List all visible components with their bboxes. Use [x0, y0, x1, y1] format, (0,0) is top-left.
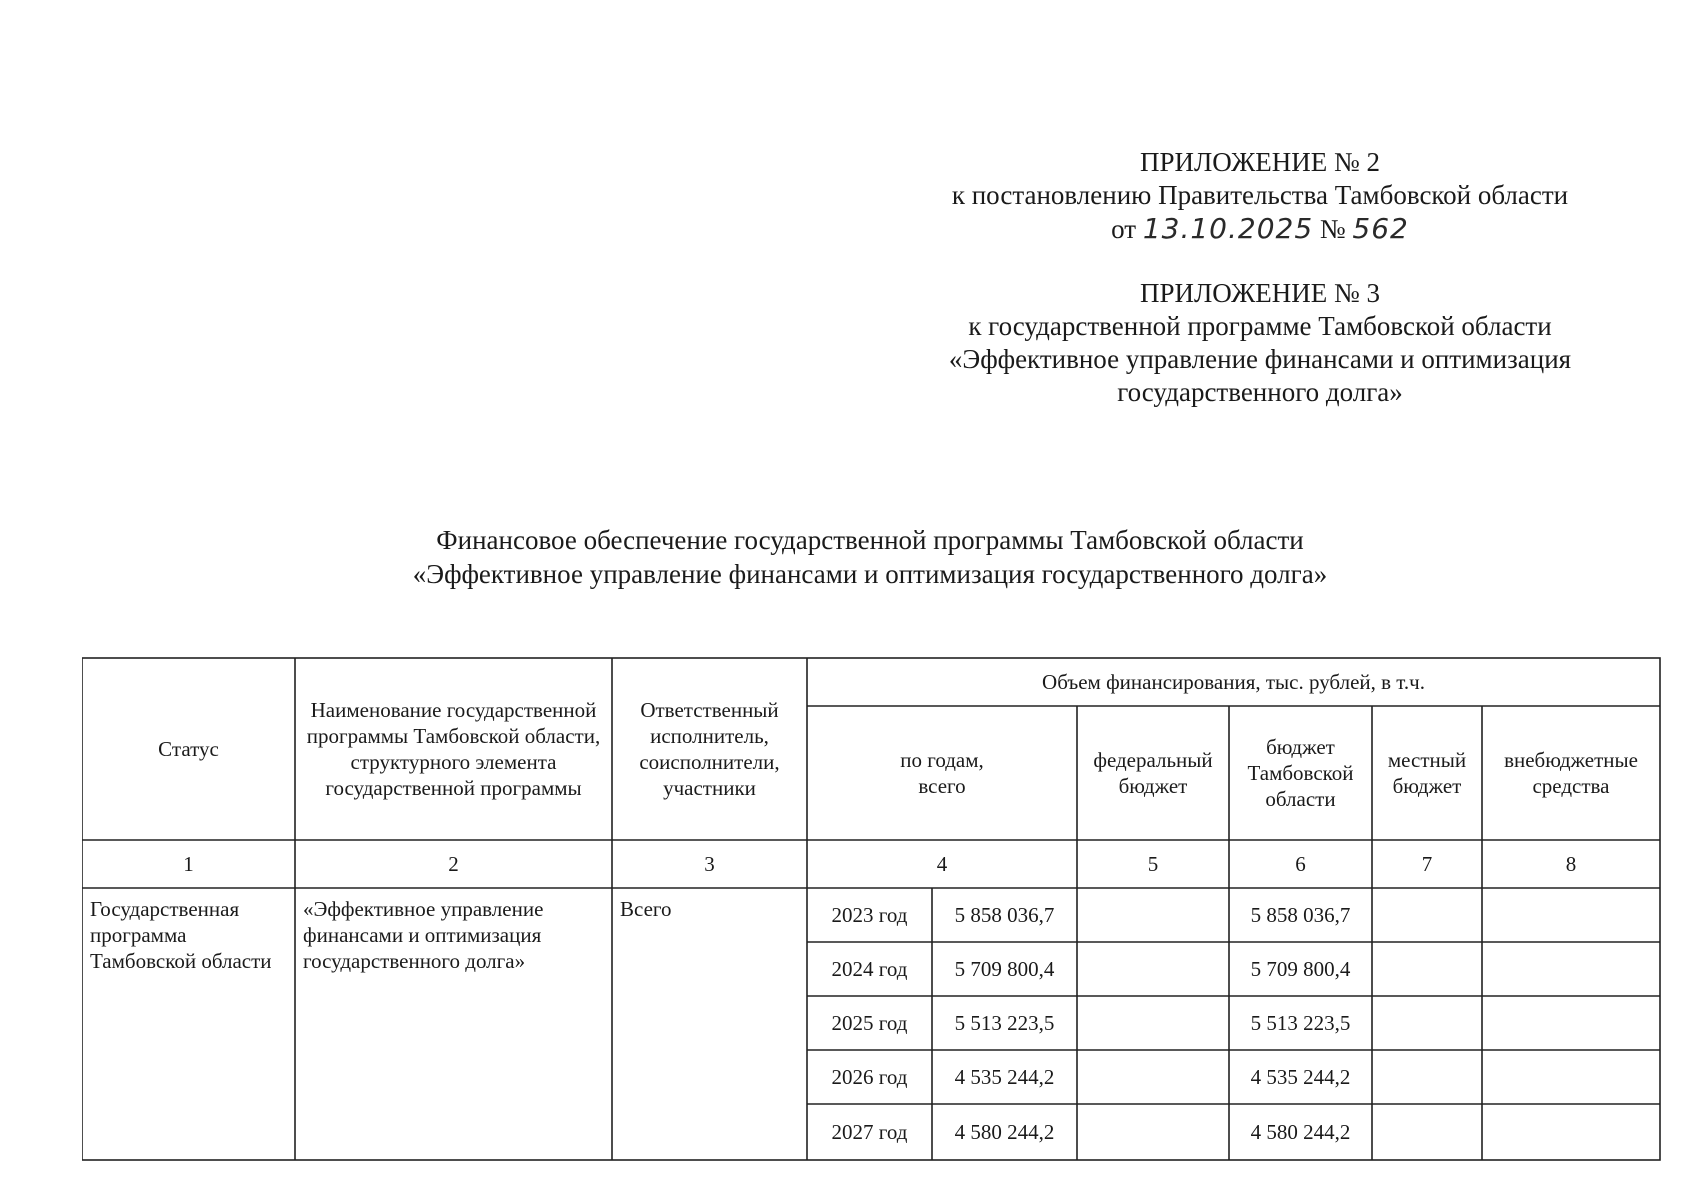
header-federal: федеральный бюджет — [1093, 748, 1213, 798]
appendix-3-line-2: «Эффективное управление финансами и оптимизация — [948, 344, 1572, 374]
handwritten-date: 13.10.2025 — [1142, 212, 1314, 245]
appendix-3-header — [930, 277, 1590, 409]
year-total: 5 858 036,7 — [954, 903, 1055, 927]
header-extra: внебюджетные средства — [1504, 748, 1638, 798]
year-total: 4 535 244,2 — [954, 1065, 1055, 1089]
year-label: 2025 год — [831, 1011, 908, 1035]
header-executor: Ответственный исполнитель, соисполнители, участники — [639, 698, 780, 800]
column-number-8: 8 — [1565, 852, 1577, 876]
appendix-2-date-line — [930, 212, 1590, 246]
handwritten-number: 562 — [1352, 212, 1409, 245]
column-number-4: 4 — [936, 852, 948, 876]
date-prefix: от — [1111, 214, 1137, 244]
column-number-3: 3 — [704, 852, 715, 876]
header-funding-group: Объем финансирования, тыс. рублей, в т.ч. — [1042, 670, 1425, 694]
year-regional: 5 858 036,7 — [1250, 903, 1351, 927]
appendix-3-line-3: государственного долга» — [1117, 377, 1403, 407]
column-number-1: 1 — [183, 852, 194, 876]
document-title-line-2: «Эффективное управление финансами и оптимизация государственного долга» — [412, 559, 1328, 589]
column-number-7: 7 — [1421, 852, 1433, 876]
year-label: 2024 год — [831, 957, 908, 981]
year-label: 2027 год — [831, 1120, 908, 1144]
document-title-line-1: Финансовое обеспечение государственной программы Тамбовской области — [436, 525, 1304, 555]
year-regional: 5 513 223,5 — [1250, 1011, 1351, 1035]
column-number-2: 2 — [448, 852, 459, 876]
row-status: Государственная программа Тамбовской области — [90, 897, 272, 973]
row-program-name: «Эффективное управление финансами и оптимизация государственного долга» — [303, 897, 544, 973]
column-number-5: 5 — [1147, 852, 1159, 876]
appendix-3-title: ПРИЛОЖЕНИЕ № 3 — [1139, 278, 1381, 308]
year-total: 5 709 800,4 — [954, 957, 1055, 981]
header-status: Статус — [158, 737, 219, 761]
year-regional: 5 709 800,4 — [1250, 957, 1351, 981]
year-label: 2026 год — [831, 1065, 908, 1089]
header-local: местный бюджет — [1387, 748, 1467, 798]
number-prefix: № — [1319, 214, 1346, 244]
year-regional: 4 535 244,2 — [1250, 1065, 1351, 1089]
year-label: 2023 год — [831, 903, 908, 927]
column-number-6: 6 — [1295, 852, 1306, 876]
appendix-2-resolution-line: к постановлению Правительства Тамбовской области — [951, 180, 1569, 210]
header-by-years: по годам, всего — [900, 748, 984, 798]
appendix-3-line-1: к государственной программе Тамбовской области — [968, 311, 1552, 341]
row-executor: Всего — [620, 897, 672, 921]
header-name: Наименование государственной программы Тамбовской области, структурного элемента государственной программы — [306, 698, 601, 800]
appendix-2-title: ПРИЛОЖЕНИЕ № 2 — [1139, 147, 1381, 177]
funding-table — [82, 650, 1662, 1162]
document-title — [150, 523, 1590, 591]
year-total: 4 580 244,2 — [954, 1120, 1055, 1144]
year-total: 5 513 223,5 — [954, 1011, 1055, 1035]
year-regional: 4 580 244,2 — [1250, 1120, 1351, 1144]
header-regional: бюджет Тамбовской области — [1247, 735, 1354, 811]
appendix-2-header — [930, 146, 1590, 246]
